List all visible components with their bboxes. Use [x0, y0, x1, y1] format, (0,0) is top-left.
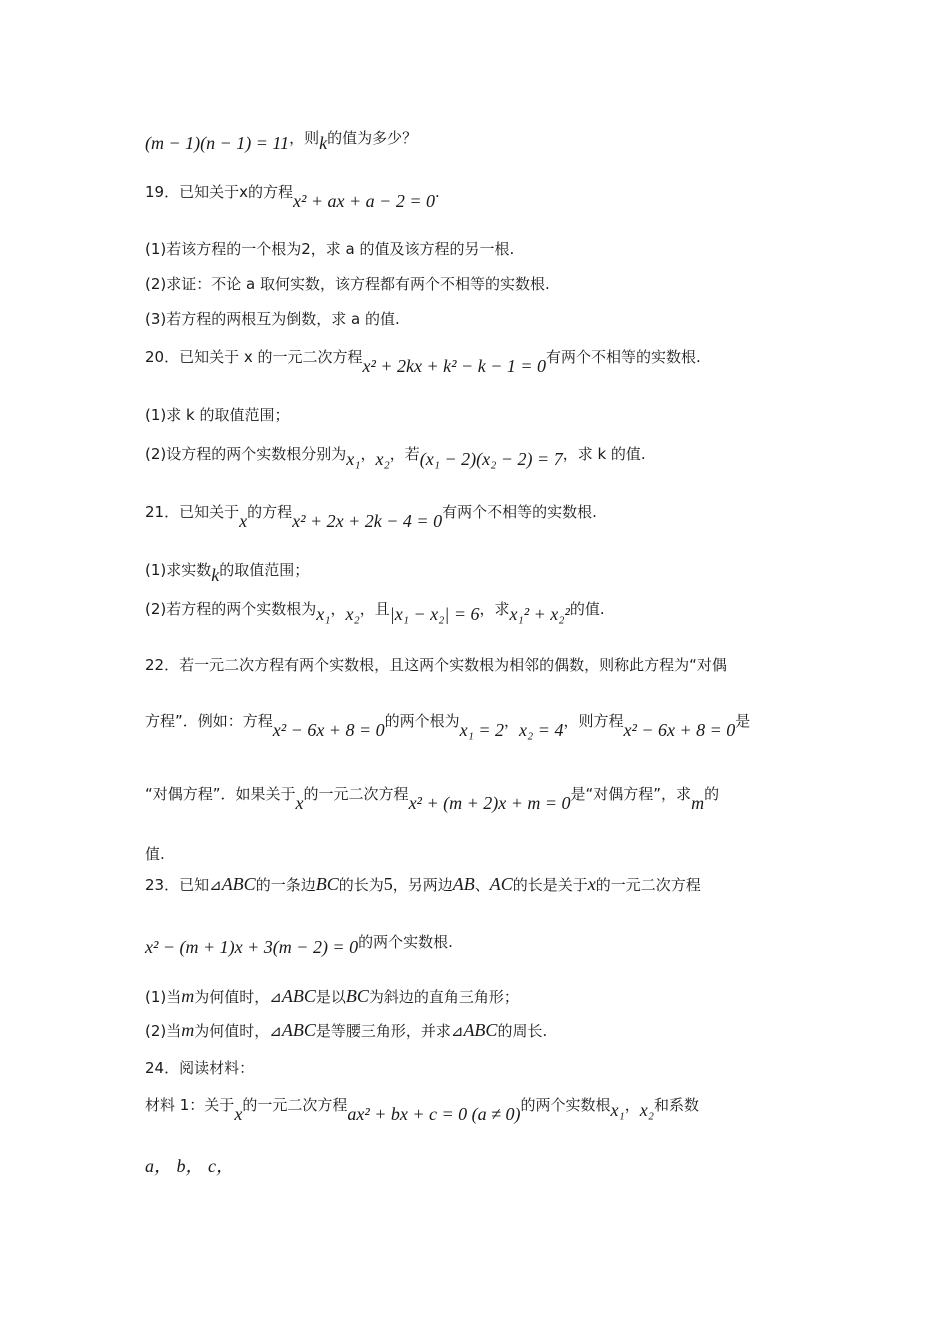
q20-condition: (x₁ − 2)(x₂ − 2) = 7 — [419, 449, 563, 469]
q20-part-2: (2)设方程的两个实数根分别为x₁，x₂，若(x₁ − 2)(x₂ − 2) = 7，求 k 的值. — [145, 445, 646, 469]
question-22: 22．若一元二次方程有两个实数根，且这两个实数根为相邻的偶数，则称此方程为“对偶 — [145, 656, 727, 674]
q24-coefficients: a， b， c， — [145, 1156, 234, 1176]
question-24: 24．阅读材料： — [145, 1059, 255, 1077]
continuation-line: (m − 1)(n − 1) = 11，则k的值为多少？ — [145, 129, 418, 153]
q23-part-2: (2)当m为何值时，⊿ABC是等腰三角形，并求⊿ABC的周长. — [145, 1020, 548, 1040]
q22-line-4: 值. — [145, 845, 165, 863]
question-23: 23．已知⊿ABC的一条边BC的长为5，另两边AB、AC的长是关于x的一元二次方程 — [145, 874, 701, 894]
q23-equation: x² − (m + 1)x + 3(m − 2) = 0 — [145, 937, 359, 957]
q21-part-2: (2)若方程的两个实数根为x₁，x₂，且|x₁ − x₂| = 6，求x₁² + x₂²的值. — [145, 600, 605, 624]
q20-part-1: (1)求 k 的取值范围； — [145, 406, 290, 424]
q19-part-1: (1)若该方程的一个根为2，求 a 的值及该方程的另一根. — [145, 240, 515, 258]
q24-material-1: 材料 1：关于x的一元二次方程ax² + bx + c = 0 (a ≠ 0)的两个实数根x₁，x₂和系数 — [145, 1096, 700, 1124]
q22-line-3: “对偶方程”．如果关于x的一元二次方程x² + (m + 2)x + m = 0是“对偶方程”，求m的 — [145, 785, 720, 813]
question-19: 19．已知关于x的方程x² + ax + a − 2 = 0. — [145, 183, 440, 211]
q20-equation: x² + 2kx + k² − k − 1 = 0 — [362, 356, 546, 376]
q21-part-1: (1)求实数k的取值范围； — [145, 561, 310, 585]
q23-line-2: x² − (m + 1)x + 3(m − 2) = 0的两个实数根. — [145, 933, 453, 957]
q22-line-2: 方程”．例如：方程x² − 6x + 8 = 0的两个根为x₁ = 2，x₂ = 4，则方程x² − 6x + 8 = 0是 — [145, 712, 751, 740]
q19-part-3: (3)若方程的两根互为倒数，求 a 的值. — [145, 310, 400, 328]
q23-part-1: (1)当m为何值时，⊿ABC是以BC为斜边的直角三角形； — [145, 986, 519, 1006]
product-equation: (m − 1)(n − 1) = 11 — [145, 133, 290, 153]
q19-equation: x² + ax + a − 2 = 0 — [293, 191, 435, 211]
question-20: 20．已知关于 x 的一元二次方程x² + 2kx + k² − k − 1 = 0有两个不相等的实数根. — [145, 348, 701, 376]
question-21: 21．已知关于x的方程x² + 2x + 2k − 4 = 0有两个不相等的实数根. — [145, 503, 597, 531]
q19-part-2: (2)求证：不论 a 取何实数，该方程都有两个不相等的实数根. — [145, 275, 550, 293]
q24-equation: ax² + bx + c = 0 (a ≠ 0) — [347, 1104, 521, 1124]
q21-equation: x² + 2x + 2k − 4 = 0 — [292, 511, 443, 531]
q21-condition: |x₁ − x₂| = 6 — [389, 604, 480, 624]
